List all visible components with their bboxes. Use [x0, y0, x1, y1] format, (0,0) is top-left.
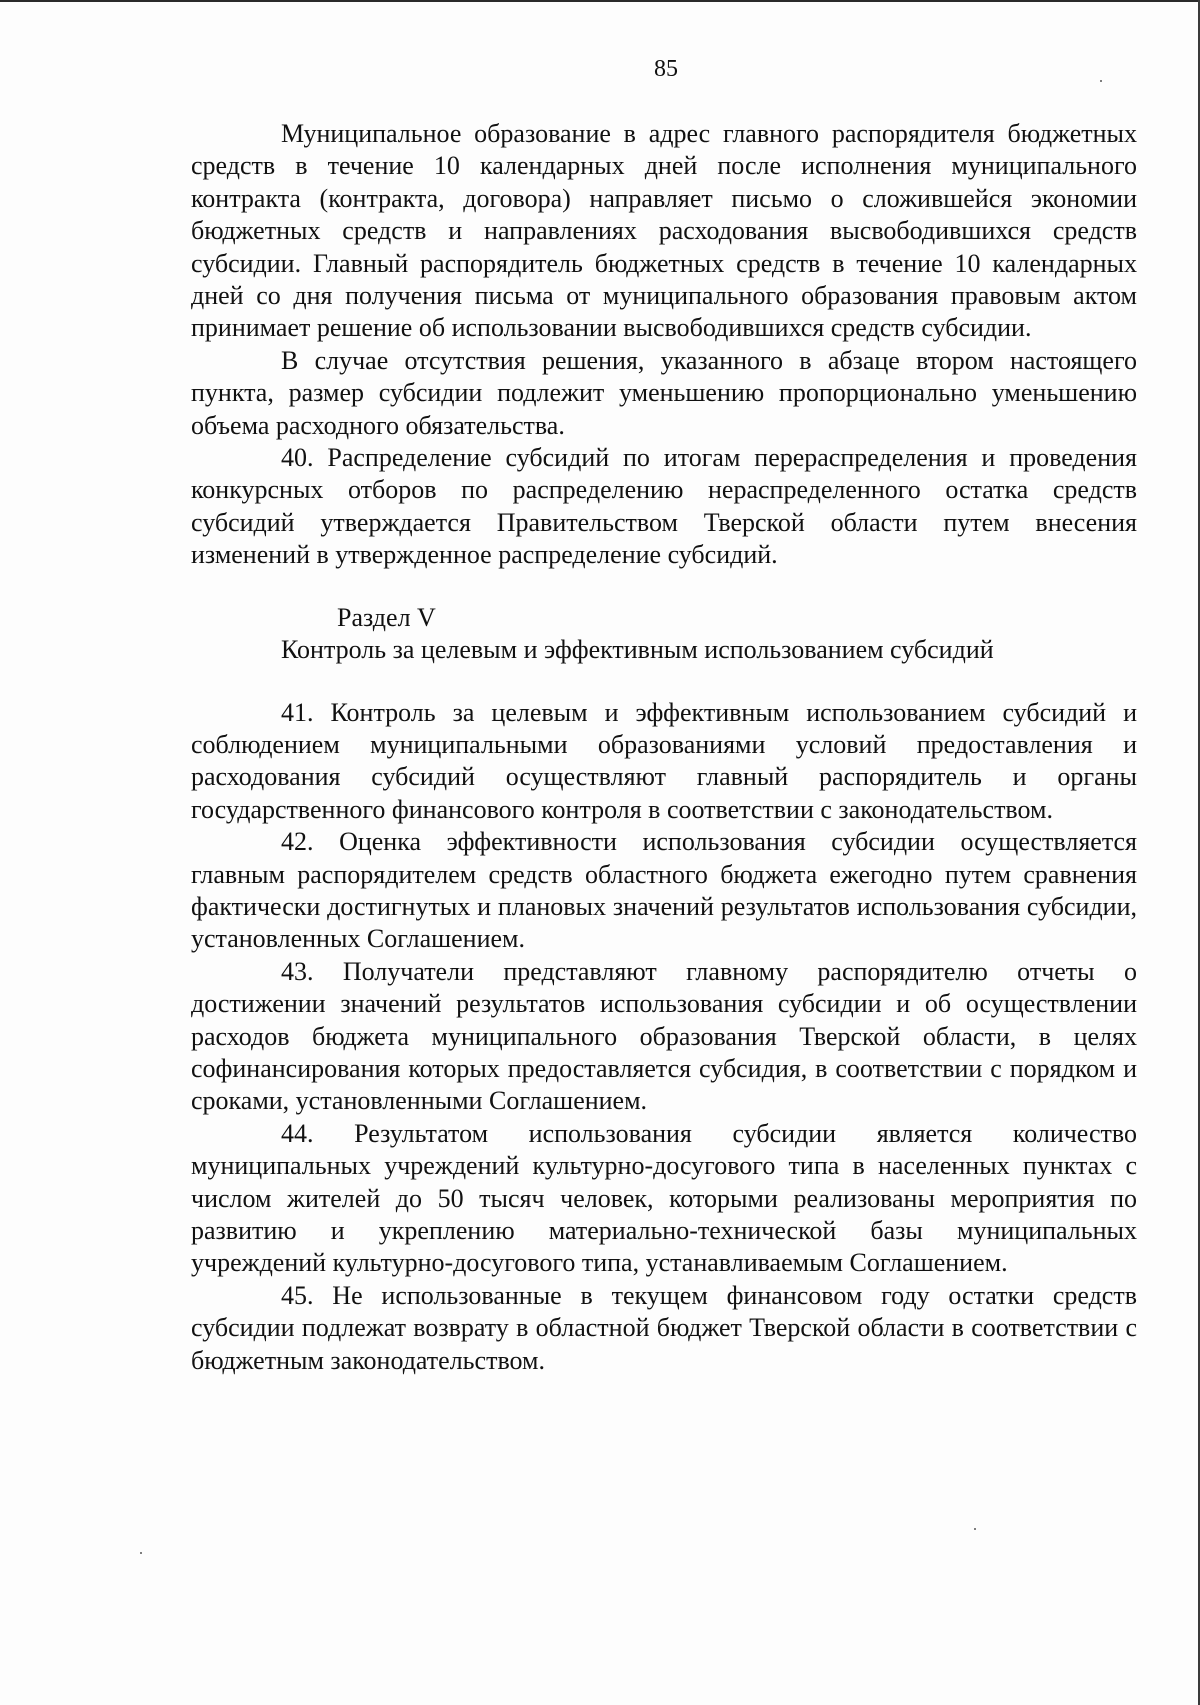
section-title: Раздел V — [337, 602, 436, 632]
section-heading — [191, 602, 1137, 667]
paragraph-economy-letter: Муниципальное образование в адрес главного распорядителя бюджетных средств в течение 10 календарных дней после исполнения муниципального контракта (контракта, договора) направляет письмо о сложившейся экономии бюджетных средств и направлениях расходования высвободившихся средств субсидии. Главный распорядитель бюджетных средств в течение 10 календарных дней со дня получения письма от муниципального образования правовым актом принимает решение об использовании высвободившихся средств субсидии. — [191, 119, 1137, 343]
scan-speck — [140, 1552, 142, 1554]
paragraph-45: 45. Не использованные в текущем финансовом году остатки средств субсидии подлежат возврату в областной бюджет Тверской области в соответствии с бюджетным законодательством. — [191, 1280, 1137, 1375]
scan-speck — [1100, 80, 1102, 82]
paragraph-43: 43. Получатели представляют главному распорядителю отчеты о достижении значений результатов использования субсидии и об осуществлении расходов бюджета муниципального образования Тверской области, в целях софинансирования которых предоставляется субсидия, в соответствии с порядком и сроками, установленными Соглашением. — [191, 956, 1137, 1116]
scan-edge-top — [0, 0, 1200, 2]
document-body — [191, 118, 1137, 1377]
scan-speck — [974, 1528, 976, 1530]
section-subtitle: Контроль за целевым и эффективным использованием субсидий — [281, 635, 994, 665]
paragraph-44: 44. Результатом использования субсидии является количество муниципальных учреждений культурно-досугового типа в населенных пунктах с числом жителей до 50 тысяч человек, которыми реализованы мероприятия по развитию и укреплению материально-технической базы муниципальных учреждений культурно-досугового типа, устанавливаемым Соглашением. — [191, 1118, 1137, 1278]
paragraph-no-decision: В случае отсутствия решения, указанного в абзаце втором настоящего пункта, размер субсидии подлежит уменьшению пропорционально уменьшению объема расходного обязательства. — [191, 345, 1137, 440]
page-number: 85 — [654, 56, 678, 82]
paragraph-41: 41. Контроль за целевым и эффективным использованием субсидий и соблюдением муниципальными образованиями условий предоставления и расходования субсидий осуществляют главный распорядитель и органы государственного финансового контроля в соответствии с законодательством. — [191, 697, 1137, 824]
paragraph-40: 40. Распределение субсидий по итогам перераспределения и проведения конкурсных отборов по распределению нераспределенного остатка средств субсидий утверждается Правительством Тверской области путем внесения изменений в утвержденное распределение субсидий. — [191, 443, 1137, 570]
paragraph-42: 42. Оценка эффективности использования субсидии осуществляется главным распорядителем средств областного бюджета ежегодно путем сравнения фактически достигнутых и плановых значений результатов использования субсидии, установленных Соглашением. — [191, 827, 1137, 954]
